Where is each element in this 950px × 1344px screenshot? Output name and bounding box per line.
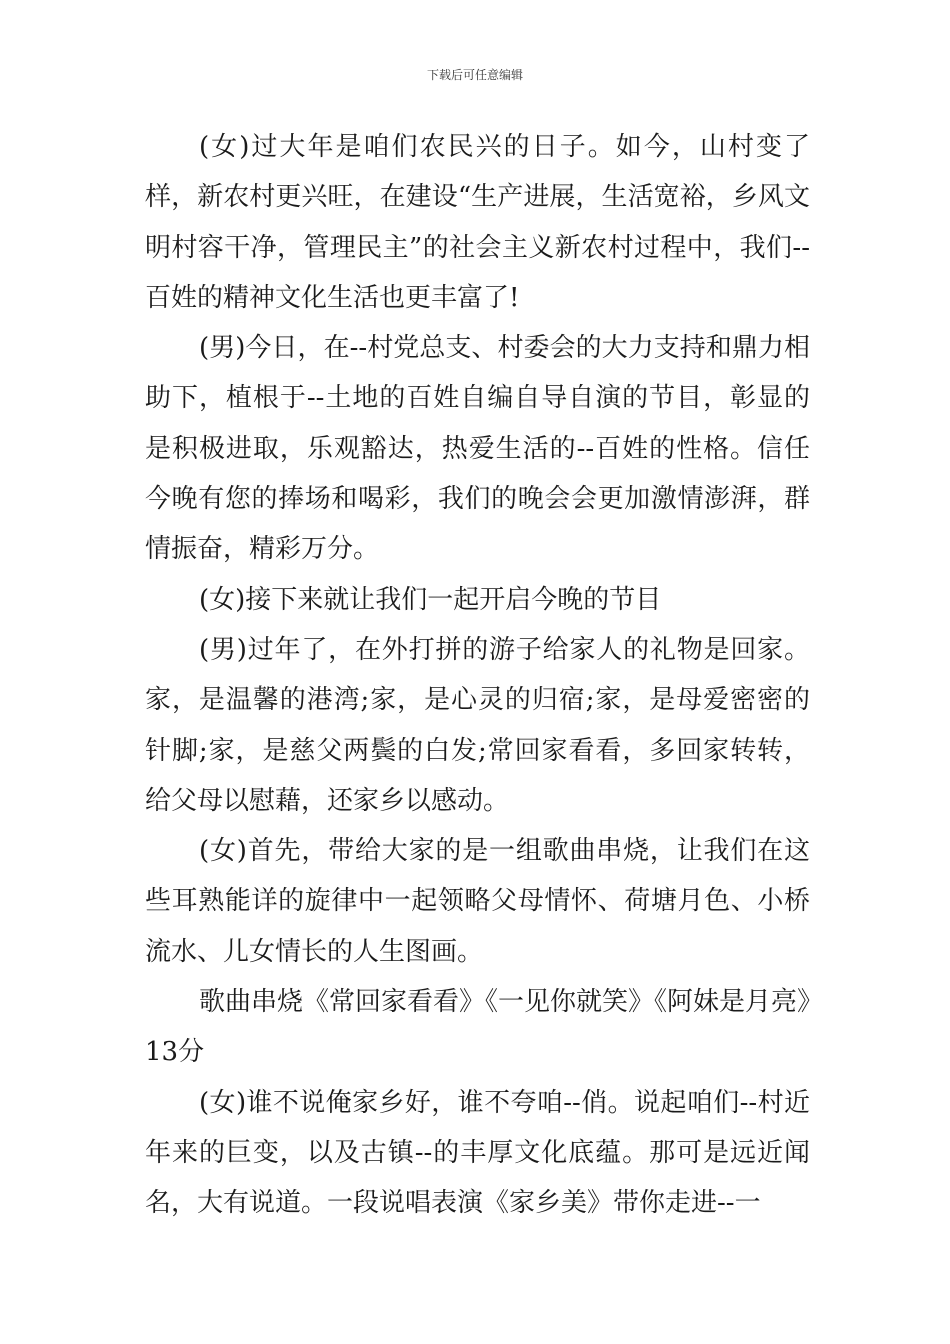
paragraph: (女)过大年是咱们农民兴的日子。如今，山村变了样，新农村更兴旺，在建设“生产进展，生活宽裕，乡风文明村容干净，管理民主”的社会主义新农村过程中，我们--百姓的精神文化生活也更丰富了! [145, 132, 810, 313]
document-body [145, 122, 810, 1229]
paragraph: 歌曲串烧《常回家看看》《一见你就笑》《阿妹是月亮》13分 [145, 987, 811, 1068]
paragraph: (男)今日，在--村党总支、村委会的大力支持和鼎力相助下，植根于--土地的百姓自编自导自演的节目，彰显的是积极进取，乐观豁达，热爱生活的--百姓的性格。信任今晚有您的捧场和喝彩，我们的晚会会更加激情澎湃，群情振奋，精彩万分。 [145, 333, 810, 565]
header-note: 下载后可任意编辑 [426, 68, 523, 82]
paragraph: (女)谁不说俺家乡好，谁不夸咱--俏。说起咱们--村近年来的巨变，以及古镇--的丰厚文化底蕴。那可是远近闻名，大有说道。一段说唱表演《家乡美》带你走进--一 [145, 1087, 810, 1219]
paragraph: (女)首先，带给大家的是一组歌曲串烧，让我们在这些耳熟能详的旋律中一起领略父母情怀、荷塘月色、小桥流水、儿女情长的人生图画。 [145, 836, 810, 967]
paragraph: (女)接下来就让我们一起开启今晚的节目 [199, 584, 662, 615]
paragraph: (男)过年了，在外打拼的游子给家人的礼物是回家。家，是温馨的港湾;家，是心灵的归宿;家，是母爱密密的针脚;家，是慈父两鬓的白发;常回家看看，多回家转转，给父母以慰藉，还家乡以感动。 [145, 634, 810, 816]
